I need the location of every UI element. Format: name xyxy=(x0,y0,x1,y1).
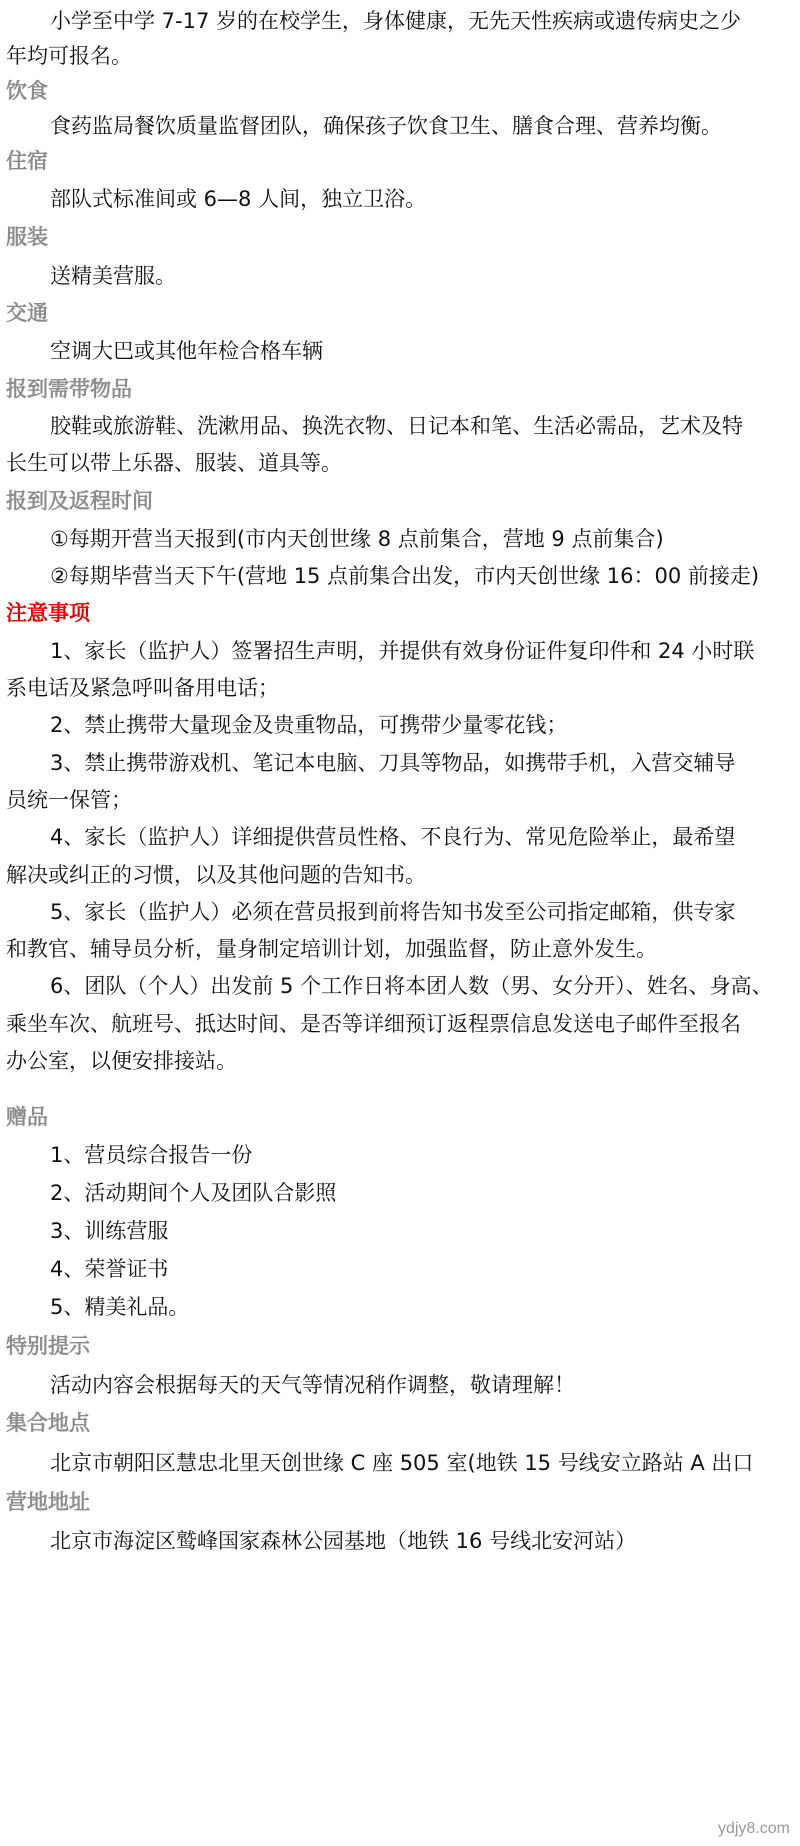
lodging-text: 部队式标准间或 6—8 人间，独立卫浴。 xyxy=(50,187,427,211)
gift-item-3: 3、训练营服 xyxy=(50,1219,169,1243)
section-heading-notes: 注意事项 xyxy=(6,601,90,625)
note-1-line-1: 1、家长（监护人）签署招生声明，并提供有效身份证件复印件和 24 小时联 xyxy=(50,639,755,663)
section-heading-meeting: 集合地点 xyxy=(6,1411,90,1435)
note-6-line-2: 乘坐车次、航班号、抵达时间、是否等详细预订返程票信息发送电子邮件至报名 xyxy=(6,1012,741,1036)
intro-line-1: 小学至中学 7-17 岁的在校学生，身体健康，无先天性疾病或遗传病史之少 xyxy=(50,9,742,33)
note-6-line-3: 办公室，以便安排接站。 xyxy=(6,1049,237,1073)
food-text: 食药监局餐饮质量监督团队，确保孩子饮食卫生、膳食合理、营养均衡。 xyxy=(50,114,722,138)
section-heading-gifts: 赠品 xyxy=(6,1105,48,1129)
section-heading-tips: 特别提示 xyxy=(6,1334,90,1358)
items-line-2: 长生可以带上乐器、服装、道具等。 xyxy=(6,451,342,475)
section-heading-items: 报到需带物品 xyxy=(6,377,132,401)
meeting-text: 北京市朝阳区慧忠北里天创世缘 C 座 505 室(地铁 15 号线安立路站 A 出口 xyxy=(50,1451,754,1475)
schedule-line-1: ①每期开营当天报到(市内天创世缘 8 点前集合，营地 9 点前集合) xyxy=(50,527,664,551)
tips-text: 活动内容会根据每天的天气等情况稍作调整，敬请理解！ xyxy=(50,1373,575,1397)
transport-text: 空调大巴或其他年检合格车辆 xyxy=(50,339,323,363)
note-3-line-2: 员统一保管； xyxy=(6,788,132,812)
note-4-line-2: 解决或纠正的习惯，以及其他问题的告知书。 xyxy=(6,863,426,887)
note-6-line-1: 6、团队（个人）出发前 5 个工作日将本团人数（男、女分开）、姓名、身高、 xyxy=(50,974,773,998)
note-2: 2、禁止携带大量现金及贵重物品，可携带少量零花钱； xyxy=(50,713,568,737)
site-watermark: ydjy8.com xyxy=(717,1820,790,1837)
intro-line-2: 年均可报名。 xyxy=(6,44,132,68)
clothing-text: 送精美营服。 xyxy=(50,264,176,288)
gift-item-5: 5、精美礼品。 xyxy=(50,1295,190,1319)
note-4-line-1: 4、家长（监护人）详细提供营员性格、不良行为、常见危险举止，最希望 xyxy=(50,825,736,849)
gift-item-2: 2、活动期间个人及团队合影照 xyxy=(50,1181,337,1205)
note-1-line-2: 系电话及紧急呼叫备用电话； xyxy=(6,676,279,700)
note-5-line-1: 5、家长（监护人）必须在营员报到前将告知书发至公司指定邮箱，供专家 xyxy=(50,900,736,924)
section-heading-food: 饮食 xyxy=(6,79,48,103)
section-heading-clothing: 服装 xyxy=(6,225,48,249)
gift-item-1: 1、营员综合报告一份 xyxy=(50,1143,253,1167)
note-3-line-1: 3、禁止携带游戏机、笔记本电脑、刀具等物品，如携带手机，入营交辅导 xyxy=(50,751,736,775)
section-heading-lodging: 住宿 xyxy=(6,149,48,173)
section-heading-schedule: 报到及返程时间 xyxy=(6,489,153,513)
camp-text: 北京市海淀区鹫峰国家森林公园基地（地铁 16 号线北安河站） xyxy=(50,1529,637,1553)
items-line-1: 胶鞋或旅游鞋、洗漱用品、换洗衣物、日记本和笔、生活必需品，艺术及特 xyxy=(50,414,743,438)
gift-item-4: 4、荣誉证书 xyxy=(50,1257,169,1281)
note-5-line-2: 和教官、辅导员分析，量身制定培训计划，加强监督，防止意外发生。 xyxy=(6,937,657,961)
section-heading-transport: 交通 xyxy=(6,301,48,325)
section-heading-camp: 营地地址 xyxy=(6,1490,90,1514)
schedule-line-2: ②每期毕营当天下午(营地 15 点前集合出发，市内天创世缘 16：00 前接走) xyxy=(50,564,760,588)
